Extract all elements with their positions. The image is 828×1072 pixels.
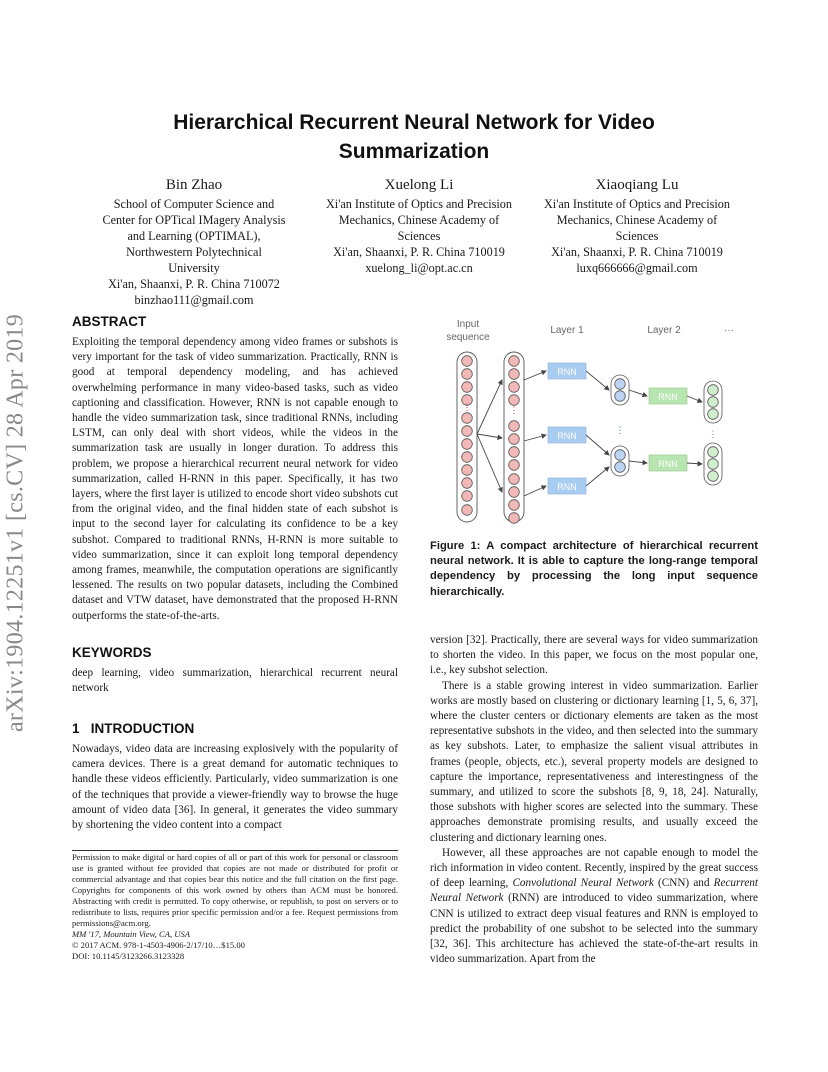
keywords-text [72,666,398,696]
subshot-node [509,382,520,393]
affiliation-line: Mechanics, Chinese Academy of [556,213,718,227]
diagram-arrow [586,371,609,390]
paper-title: Hierarchical Recurrent Neural Network for Video Summarization [173,111,655,163]
diagram-arrow [477,434,502,492]
keywords-paragraph: deep learning, video summarization, hierarchical recurrent neural network [72,667,398,695]
layer1-output-node [615,450,626,461]
input-node [462,356,473,367]
rnn-label: RNN [557,482,577,492]
input-label-line2: sequence [446,332,490,343]
affiliation-line: and Learning (OPTIMAL), [127,229,261,243]
arxiv-stamp [0,283,36,763]
author-block-1 [84,174,304,308]
copyright-line: © 2017 ACM. 978-1-4503-4906-2/17/10…$15.00 [72,940,245,950]
layer2-label: Layer 2 [647,325,681,336]
author-email[interactable]: xuelong_li@opt.ac.cn [365,261,473,275]
intro-text [72,742,398,833]
paragraph-deep-learning [430,846,758,968]
ellipsis-mark: ⋮ [708,429,718,439]
ellipsis-mark: ⋮ [509,405,519,415]
layer2-output-node [708,459,719,470]
affiliation-line: Center for OPTical IMagery Analysis [102,213,286,227]
intro-heading: 1 INTRODUCTION [72,721,195,736]
diagram-arrow [687,463,702,464]
subshot-node [509,356,520,367]
text-run: (CNN) and [653,877,714,890]
footnote-rule [72,850,398,851]
input-node [462,439,473,450]
affiliation-line: Xi'an, Shaanxi, P. R. China 710019 [333,245,505,259]
diagram-arrow [477,380,502,434]
ellipsis-mark: ⋮ [615,425,625,435]
affiliation-line: Xi'an Institute of Optics and Precision [544,197,730,211]
ellipsis-mark: ⋮ [462,402,472,412]
more-layers-label: ··· [724,325,734,336]
author-email[interactable]: luxq666666@gmail.com [576,261,698,275]
author-name: Xuelong Li [384,177,454,193]
rnn-label: RNN [658,459,678,469]
diagram-arrow [477,434,502,438]
affiliation-line: Sciences [615,229,659,243]
input-node [462,452,473,463]
layer2-output-node [708,447,719,458]
text-run: However, all these approaches are not capable enough to model the rich information in video content. Recently, inspired by the great success of deep learning, [430,846,758,890]
affiliation-line: Northwestern Polytechnical [126,245,262,259]
arxiv-stamp-text: arXiv:1904.12251v1 [cs.CV] 28 Apr 2019 [2,313,29,733]
layer2-output-node [708,409,719,420]
affiliation-line: Xi'an, Shaanxi, P. R. China 710072 [108,277,280,291]
figure-caption: Figure 1: A compact architecture of hierarchical recurrent neural network. It is able to capture the long-range temporal dependency by processing the long input sequence hierarchically. [430,540,758,598]
layer1-output-node [615,379,626,390]
figure-1 [430,314,760,526]
rnn-label: RNN [557,431,577,441]
author-block-2 [304,174,534,276]
author-name: Bin Zhao [165,177,223,193]
subshot-node [509,513,520,524]
right-column-text [430,633,758,967]
input-node [462,382,473,393]
diagram-arrow [524,435,546,441]
subshot-node [509,434,520,445]
affiliation-line: Xi'an, Shaanxi, P. R. China 710019 [551,245,723,259]
author-name: Xiaoqiang Lu [595,177,679,193]
diagram-arrow [629,461,647,463]
input-node [462,505,473,516]
input-node [462,413,473,424]
rnn-label: RNN [658,392,678,402]
architecture-diagram [430,314,760,526]
abstract-paragraph: Exploiting the temporal dependency among video frames or subshots is very important for the task of video summarization. Practically, RNN is good at temporal dependency modeling, and has achieved overwhelming performance in many video-based tasks, such as video captioning and classification. However, RNN is not capable enough to handle the video summarization task, since traditional RNNs, including LSTM, can only deal with short videos, while the videos in the summarization task are usually in longer duration. To address this problem, we propose a hierarchical recurrent neural network for video summarization, called H-RNN in this paper. Specifically, it has two layers, where the first layer is utilized to encode short video subshots cut from the original video, and the final hidden state of each subshot is input to the second layer for calculating its confidence to be a key subshot. Compared to traditional RNNs, H-RNN is more suitable to video summarization, since it can exploit long temporal dependency among frames, meanwhile, the computation operations are significantly lessened. The results on two popular datasets, including the Combined dataset and VTW dataset, have demonstrated that the proposed H-RNN outperforms the state-of-the-arts. [72,336,398,622]
subshot-node [509,474,520,485]
subshot-node [509,447,520,458]
affiliation-line: School of Computer Science and [113,197,275,211]
diagram-arrow [524,486,546,496]
layer1-output-node [615,391,626,402]
diagram-arrow [629,390,647,396]
paragraph-continuation: version [32]. Practically, there are several ways for video summarization to shorten the video. In this paper, we focus on the most popular one, i.e., key subshot selection. [430,634,758,677]
permission-notice: Permission to make digital or hard copies of all or part of this work for personal or classroom use is granted without fee provided that copies are not made or distributed for profit or commercial advantage and that copies bear this notice and the full citation on the first page. Copyrights for components of this work owned by others than ACM must be honored. Abstracting with credit is permitted. To copy otherwise, or republish, to post on servers or to redistribute to lists, requires prior specific permission and/or a fee. Request permissions from permissions@acm.org. [72,852,398,928]
diagram-arrow [687,396,702,402]
diagram-arrow [524,371,546,380]
subshot-node [509,369,520,380]
term-rnn: Recurrent Neural Network [430,877,758,905]
doi-line: DOI: 10.1145/3123266.3123328 [72,951,185,961]
author-block-3 [524,174,750,276]
paragraph-related-work: There is a stable growing interest in video summarization. Earlier works are mostly based on clustering or dictionary learning [1, 5, 6, 37], where the cluster centers or dictionary elements are taken as the most representative subshots in the video, and then selected into the summary as key subshots. Later, to emphasize the salient visual attributes in frames (people, objects, etc.), several property models are designed to capture the importance, representativeness and interestingness of the summary, and utilized to score the subshots [8, 9, 18, 24]. Naturally, those subshots with higher scores are selected into the summary. These approaches demonstrate promising results, and usually exceed the clustering and dictionary learning ones. [430,679,758,844]
author-email[interactable]: binzhao111@gmail.com [134,293,254,307]
input-label-line1: Input [456,319,480,330]
input-node [462,491,473,502]
subshot-node [509,460,520,471]
layer1-output-node [615,462,626,473]
affiliation-line: Xi'an Institute of Optics and Precision [326,197,512,211]
rnn-label: RNN [557,367,577,377]
input-node [462,478,473,489]
venue-line: MM '17, Mountain View, CA, USA [72,929,190,939]
subshot-node [509,421,520,432]
layer2-output-node [708,471,719,482]
abstract-text [72,335,398,624]
text-run: (RNN) are introduced to video summarization, where CNN is utilized to extract deep visual features and RNN is employed to predict the probability of one subshot to be selected into the summary [32, 36]. This architecture has achieved the state-of-the-art results in video summarization. Apart from the [430,892,758,966]
subshot-node [509,395,520,406]
layer2-output-node [708,397,719,408]
keywords-heading: KEYWORDS [72,645,152,660]
diagram-arrow [586,467,609,486]
input-node [462,465,473,476]
layer1-label: Layer 1 [550,325,584,336]
subshot-node [509,500,520,511]
affiliation-line: Sciences [397,229,441,243]
layer2-output-node [708,385,719,396]
term-cnn: Convolutional Neural Network [512,877,654,890]
affiliation-line: University [168,261,220,275]
affiliation-line: Mechanics, Chinese Academy of [338,213,500,227]
abstract-heading: ABSTRACT [72,314,147,329]
input-node [462,369,473,380]
input-node [462,426,473,437]
footnote [72,852,398,962]
subshot-node [509,487,520,498]
intro-paragraph: Nowadays, video data are increasing explosively with the popularity of camera devices. There is a great demand for automatic techniques to handle these videos efficiently. Particularly, video summarization is one of the techniques that provide a viewer-friendly way to browse the huge amount of video data [36]. In general, it generates the video summary by shortening the video content into a compact [72,743,398,832]
diagram-arrow [586,435,609,455]
